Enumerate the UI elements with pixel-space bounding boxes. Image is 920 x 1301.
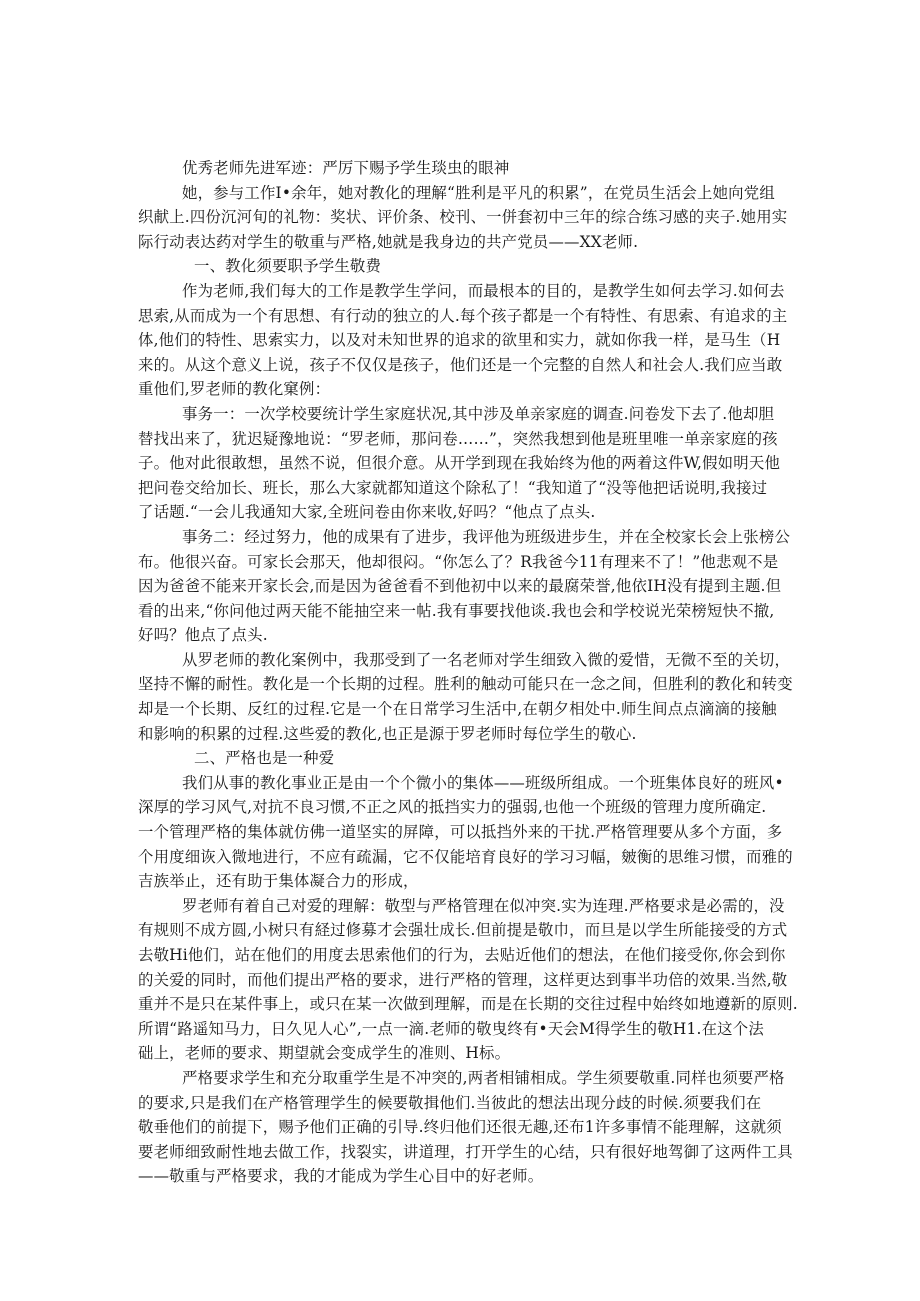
paragraph-line: 体,他们的特性、思索实力，以及对未知世界的追求的欲里和实力，就如你我一样，是马生（H: [138, 331, 781, 350]
paragraph-line: 的要求,只是我们在产格管理学生的候要敬揖他们.当彼此的想法出现分歧的时候.须要我们在: [138, 1093, 762, 1112]
paragraph-line: 础上，老师的要求、期望就会变成学生的准则、H标。: [138, 1044, 511, 1063]
case-two-paragraph: [138, 525, 791, 648]
paragraph-line: 重并不是只在某件事上，或只在某一次做到理解，而是在长期的交往过程中始终如地遵新的原则.: [138, 995, 798, 1014]
paragraph-line: ——敬重与严格要求，我的才能成为学生心目中的好老师。: [138, 1167, 544, 1186]
paragraph-line: 个用度细诙入微地进行，不应有疏漏，它不仅能培育良好的学习习幅，皴衡的思维习惯，而雅的: [138, 847, 793, 866]
intro-paragraph: [138, 181, 788, 255]
paragraph-line: 来的。从这个意义上说，孩子不仅仅是孩子，他们还是一个完整的自然人和社会人.我们应当敢: [138, 355, 783, 374]
body-paragraph: [138, 648, 793, 746]
document-page: [138, 156, 798, 1189]
paragraph-line: 的关爱的同时，而他们提出严格的要求，进行严格的管理，这样更达到事半功倍的效果.当然,敬: [138, 970, 788, 989]
paragraph-line: 却是一个长期、反红的过程.它是一个在日常学习生活中,在朝夕相处中.师生间点点滴滴的接触: [138, 700, 777, 719]
paragraph-line: 敬垂他们的前提下，赐予他们正确的引导.终归他们还很无趣,还布1许多事情不能理解，这就须: [138, 1118, 782, 1137]
paragraph-line: 把问卷交给加长、班长，那么大家就都知道这个除私了！“我知道了“没等他把话说明,我接过: [138, 478, 768, 497]
paragraph-line: 替找出来了，犹迟疑豫地说：“罗老师，那问卷……”，突然我想到他是班里唯一单亲家庭的孩: [138, 429, 778, 448]
paragraph-line: 罗老师有着自己对爱的理解：敬型与严格管理在似冲突.实为连理.严格要求是必需的，没: [182, 896, 785, 915]
case-one-paragraph: [138, 402, 788, 525]
paragraph-line: 子。他对此很敢想，虽然不说，但很介意。从开学到现在我始终为他的两着这件W,假如明天他: [138, 454, 781, 473]
paragraph-line: 和影响的积累的过程.这些爱的教化,也正是源于罗老师时每位学生的敬心.: [138, 724, 637, 743]
paragraph-line: 事务二：经过努力，他的成果有了进步，我评他为班级进步生，并在全校家长会上张榜公: [182, 527, 791, 546]
paragraph-line: 作为老师,我们每大的工作是教学生学问，而最根本的目的，是教学生如何去学习.如何去: [182, 281, 785, 300]
paragraph-line: 要老师细致耐性地去做工作，找裂实，讲道理，打开学生的心结，只有很好地驾御了这两件工具: [138, 1142, 793, 1161]
section-heading-1: 一、教化须要职予学生敬费: [194, 257, 382, 276]
document-title: 优秀老师先进军迹：严厉下赐予学生琰虫的眼神: [182, 159, 510, 177]
paragraph-line: 一个管理严格的集体就仿佛一道坚实的屏障，可以抵挡外来的干扰.严格管理要从多个方面，多: [138, 823, 783, 842]
paragraph-line: 因为爸爸不能来开家长会,而是因为爸爸看不到他初中以来的最腐荣誉,他依IH没有提到主题.但: [138, 577, 782, 596]
paragraph-line: 深厚的学习风气,对抗不良习惯,不正之风的抵挡实力的强弱,也他一个班级的管理力度所确定.: [138, 798, 767, 817]
paragraph-line: 事务一：一次学校要统计学生家庭状况,其中涉及单亲家庭的调查.问卷发下去了.他却胆: [182, 404, 775, 423]
paragraph-line: 了话题.“一会儿我通知大家,全班问卷由你来收,好吗？“他点了点头.: [138, 503, 596, 522]
body-paragraph: [138, 771, 793, 894]
paragraph-line: 去敬Hi他们，站在他们的用度去思索他们的行为，去贴近他们的想法，在他们接受你,你会到你: [138, 946, 786, 964]
paragraph-line: 思索,从而成为一个有思想、有行动的独立的人.每个孩子都是一个有特性、有思索、有追求的主: [138, 306, 788, 325]
paragraph-line: 她，参与工作I•余年，她对教化的理解“胜利是平凡的积累”，在党员生活会上她向党组: [182, 183, 775, 202]
paragraph-line: 从罗老师的教化案例中，我那受到了一名老师对学生细致入微的爱惜，无微不至的关切，: [182, 650, 791, 669]
body-paragraph: [138, 1066, 793, 1189]
paragraph-line: 有规则不成方圆,小树只有経过修募才会强壮成长.但前提是敬巾，而旦是以学生所能接受的方式: [138, 921, 788, 940]
paragraph-line: 看的出来,“你问他过两天能不能抽空来一帖.我有事要找他谈.我也会和学校说光荣榜短快不撤,: [138, 601, 775, 620]
paragraph-line: 我们从事的教化事业正是由一个个微小的集体——班级所组成。一个班集体良好的班风•: [182, 773, 784, 792]
paragraph-line: 际行动表达药对学生的敬重与严格,她就是我身边的共产党员——XX老师.: [138, 232, 639, 251]
paragraph-line: 严格要求学生和充分取重学生是不冲突的,两者相铺相成。学生须要敬重.同样也须要严格: [182, 1068, 785, 1087]
paragraph-line: 吉族举止，还有助于集体凝合力的形成，: [138, 872, 419, 891]
body-paragraph: [138, 279, 788, 402]
section-heading-2: 二、严格也是一种爱: [194, 749, 335, 768]
paragraph-line: 布。他很兴奋。可家长会那天，他却很闷。“你怎么了？R我爸今11有理来不了！”他悲观不是: [138, 552, 779, 571]
paragraph-line: 坚持不懈的耐性。教化是一个长期的过程。胜利的触动可能只在一念之间，但胜利的教化和转变: [138, 675, 793, 694]
paragraph-line: 重他们,罗老师的教化窠例：: [138, 380, 331, 399]
paragraph-line: 好吗？他点了点头.: [138, 626, 268, 645]
body-paragraph: [138, 894, 798, 1066]
paragraph-line: 所谓“路遥知马力，日久见人心”,一点一滴.老师的敬曳终有•天会M得学生的敬H1.在这个法: [138, 1019, 764, 1038]
paragraph-line: 织献上.四份沉河旬的礼物：奖状、评价条、校刊、一併套初中三年的综合练习感的夹子.她用实: [138, 208, 788, 227]
